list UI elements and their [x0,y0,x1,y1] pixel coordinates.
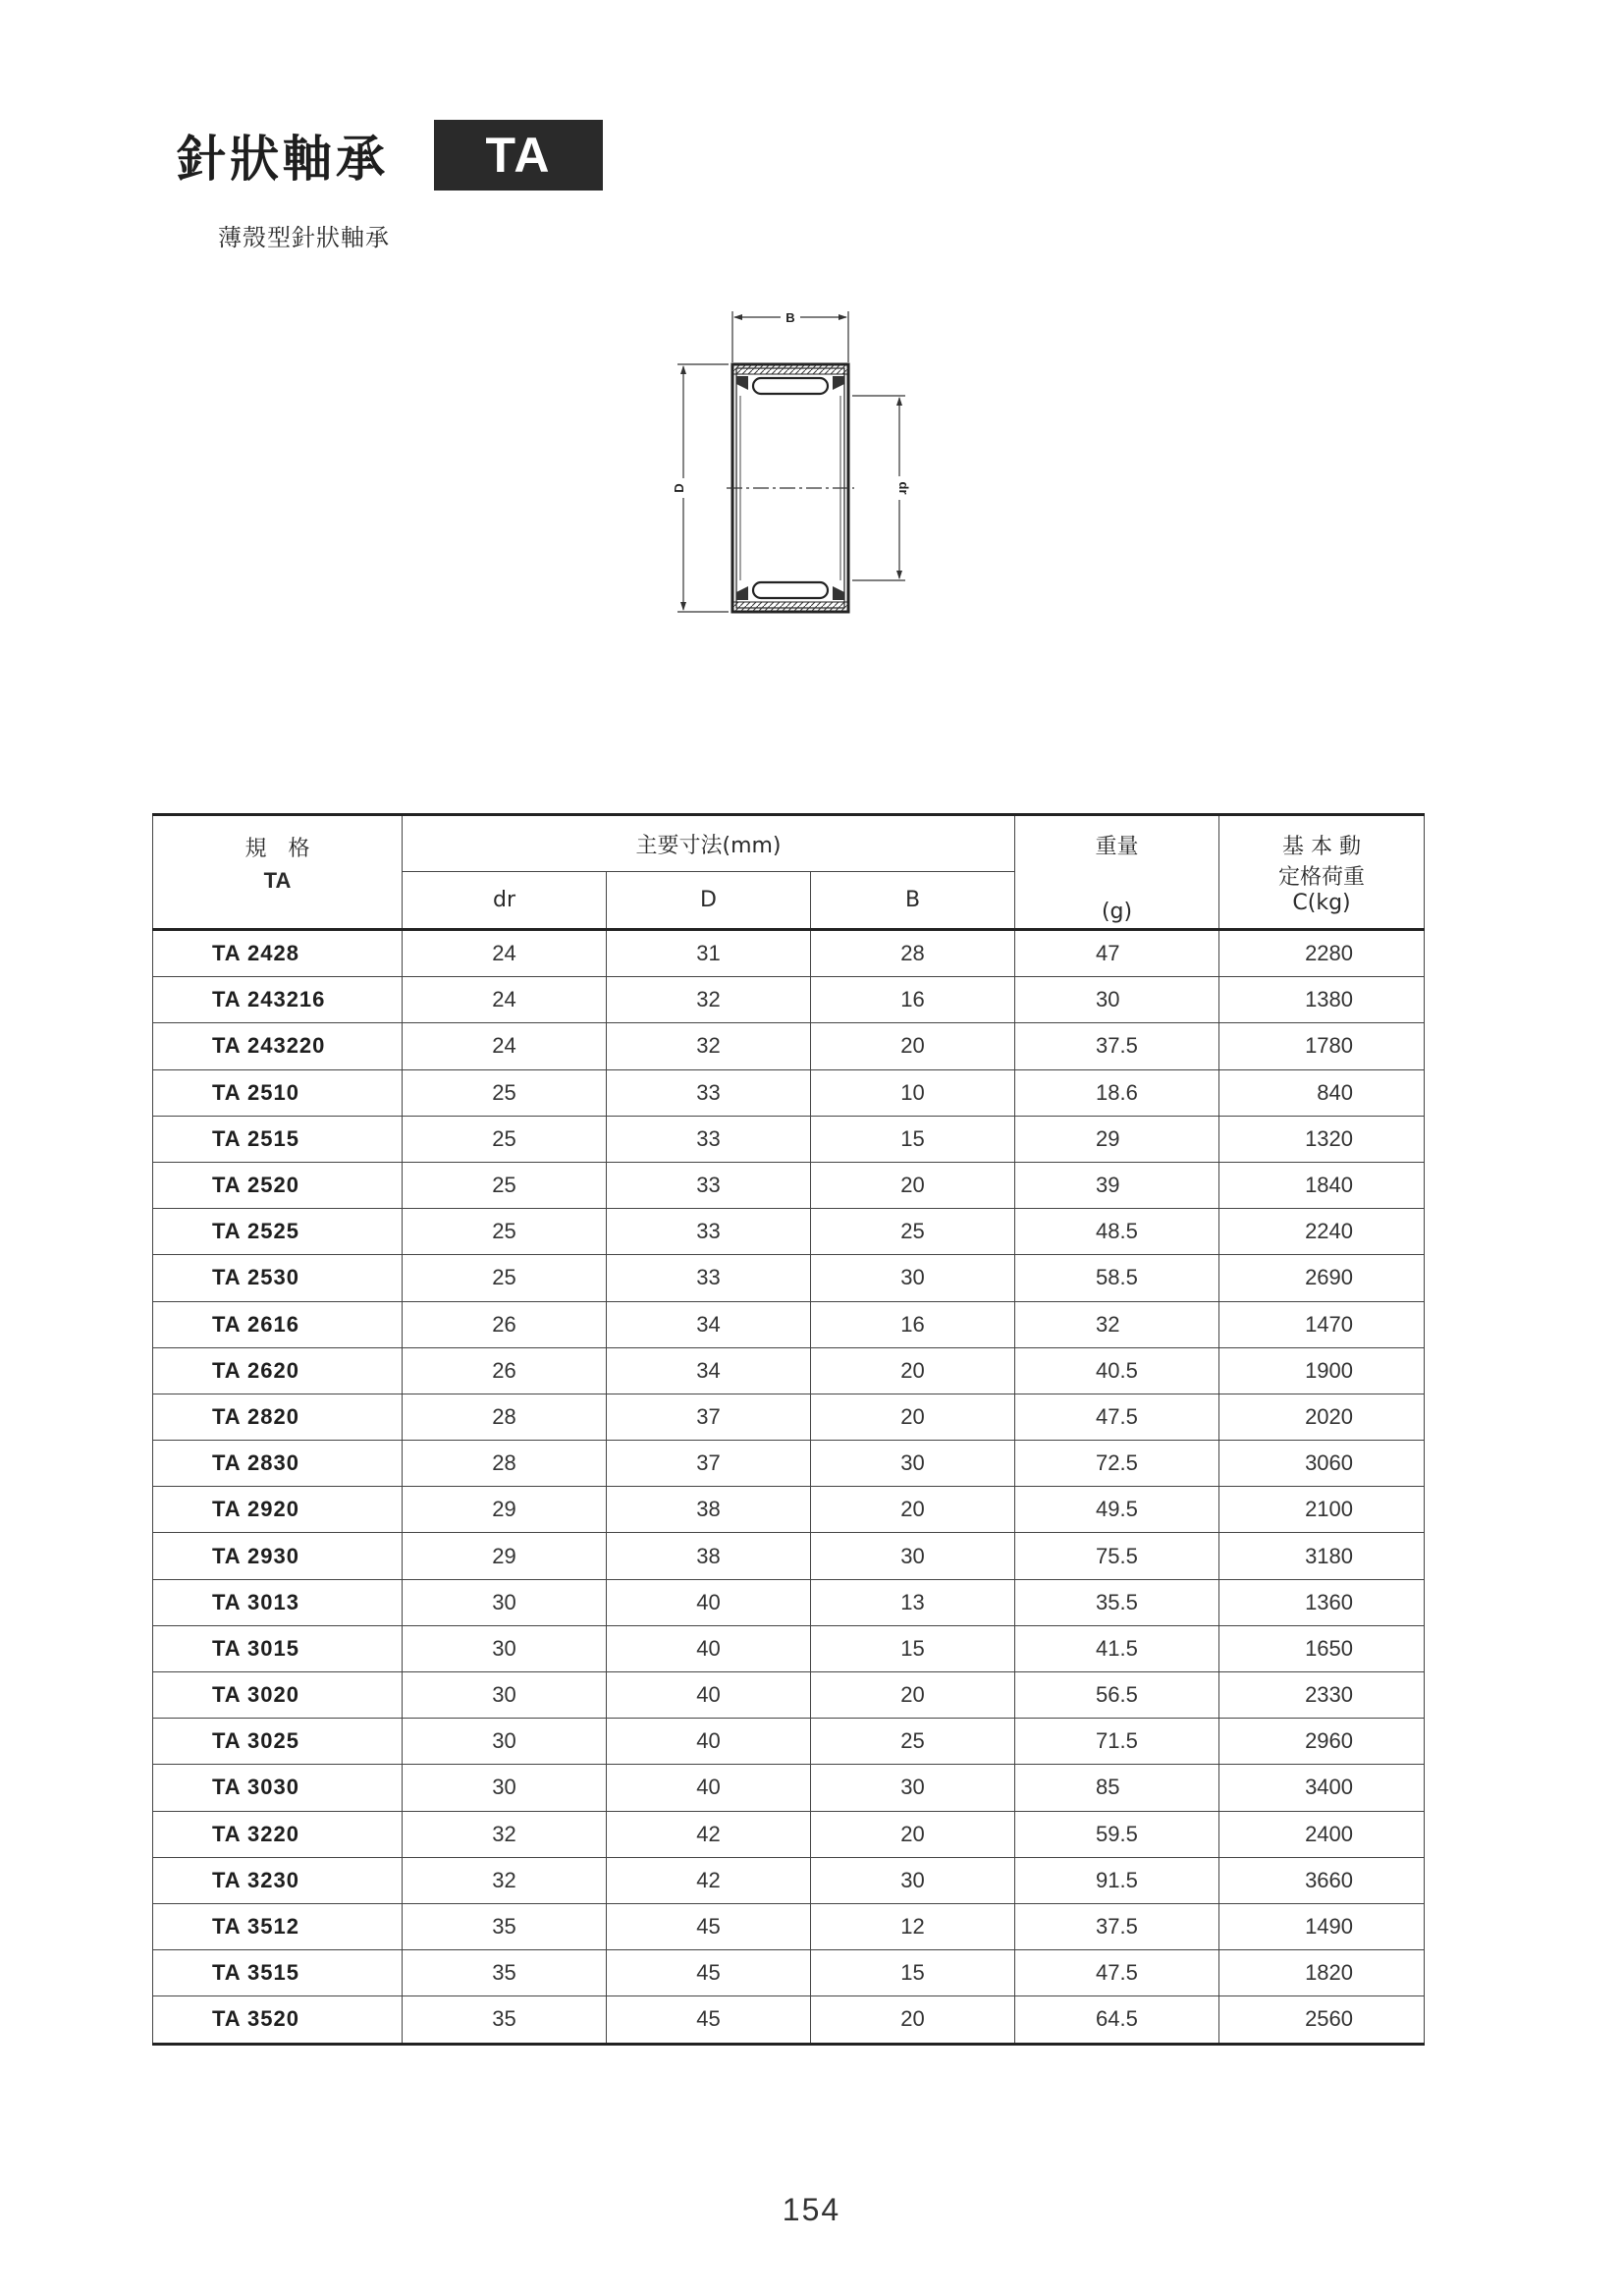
cell-dr: 30 [403,1719,607,1765]
cell-b: 20 [811,1811,1015,1857]
col-header-load-line2: 定格荷重 [1278,865,1366,890]
cell-model: TA 2830 [153,1441,403,1487]
cell-b: 10 [811,1069,1015,1116]
cell-dr: 29 [403,1487,607,1533]
cell-d: 40 [607,1579,811,1625]
cell-d: 34 [607,1301,811,1347]
cell-load: 2240 [1219,1209,1425,1255]
cell-model: TA 3030 [153,1765,403,1811]
cell-model: TA 2820 [153,1394,403,1440]
cell-model: TA 243220 [153,1023,403,1069]
cell-weight: 41.5 [1015,1625,1219,1671]
dimension-label-dr: dr [896,481,911,495]
cell-load: 1840 [1219,1162,1425,1208]
cell-model: TA 3515 [153,1950,403,1996]
cell-b: 30 [811,1533,1015,1579]
table-row [153,1069,1425,1116]
cell-load: 1900 [1219,1347,1425,1394]
table-row [153,1719,1425,1765]
cell-model: TA 2510 [153,1069,403,1116]
cell-d: 32 [607,977,811,1023]
cell-dr: 30 [403,1765,607,1811]
cell-weight: 35.5 [1015,1579,1219,1625]
cell-b: 20 [811,1023,1015,1069]
cell-model: TA 2930 [153,1533,403,1579]
cell-model: TA 2515 [153,1116,403,1162]
cell-load: 3180 [1219,1533,1425,1579]
cell-b: 20 [811,1996,1015,2044]
col-header-b: B [811,872,1015,930]
series-badge: TA [434,120,603,191]
cell-d: 40 [607,1672,811,1719]
cell-weight: 64.5 [1015,1996,1219,2044]
cell-d: 40 [607,1719,811,1765]
cell-b: 15 [811,1116,1015,1162]
col-header-load-line1: 基 本 動 [1282,835,1362,859]
cell-b: 20 [811,1394,1015,1440]
cell-weight: 56.5 [1015,1672,1219,1719]
cell-weight: 40.5 [1015,1347,1219,1394]
cell-d: 40 [607,1625,811,1671]
col-header-main-dimensions: 主要寸法(mm) [403,815,1015,872]
cell-load: 840 [1219,1069,1425,1116]
cell-weight: 47.5 [1015,1950,1219,1996]
cell-weight: 59.5 [1015,1811,1219,1857]
cell-load: 2100 [1219,1487,1425,1533]
cell-model: TA 3520 [153,1996,403,2044]
cell-load: 1650 [1219,1625,1425,1671]
cell-load: 2560 [1219,1996,1425,2044]
cell-model: TA 243216 [153,977,403,1023]
col-header-weight [1015,815,1219,930]
cell-weight: 91.5 [1015,1857,1219,1903]
cell-b: 28 [811,930,1015,977]
dimension-label-d: D [672,483,686,493]
cell-weight: 72.5 [1015,1441,1219,1487]
table-row [153,1857,1425,1903]
cell-load: 1470 [1219,1301,1425,1347]
cell-model: TA 3230 [153,1857,403,1903]
col-header-weight-unit: (g) [1101,900,1133,924]
table-row [153,1487,1425,1533]
cell-weight: 30 [1015,977,1219,1023]
cell-d: 33 [607,1162,811,1208]
cell-b: 13 [811,1579,1015,1625]
cell-load: 2280 [1219,930,1425,977]
cell-d: 45 [607,1950,811,1996]
cell-load: 1380 [1219,977,1425,1023]
cell-weight: 48.5 [1015,1209,1219,1255]
cell-dr: 28 [403,1394,607,1440]
cell-b: 20 [811,1162,1015,1208]
cell-dr: 24 [403,930,607,977]
table-row [153,1625,1425,1671]
table-row [153,1672,1425,1719]
cell-dr: 30 [403,1579,607,1625]
cell-dr: 25 [403,1209,607,1255]
table-row [153,1301,1425,1347]
cell-load: 3060 [1219,1441,1425,1487]
cell-load: 3660 [1219,1857,1425,1903]
col-header-model-label: 規 格 [244,837,310,861]
cell-b: 30 [811,1441,1015,1487]
col-header-model [153,815,403,930]
cell-load: 2690 [1219,1255,1425,1301]
cell-d: 40 [607,1765,811,1811]
cell-dr: 30 [403,1672,607,1719]
page-header [177,120,603,191]
cell-load: 2330 [1219,1672,1425,1719]
cell-b: 12 [811,1903,1015,1949]
cell-model: TA 2616 [153,1301,403,1347]
table-row [153,1394,1425,1440]
cell-weight: 75.5 [1015,1533,1219,1579]
cell-dr: 25 [403,1116,607,1162]
cell-dr: 35 [403,1903,607,1949]
cell-model: TA 3013 [153,1579,403,1625]
cell-load: 1780 [1219,1023,1425,1069]
cell-model: TA 3025 [153,1719,403,1765]
table-row [153,1579,1425,1625]
cell-model: TA 2530 [153,1255,403,1301]
cell-d: 45 [607,1903,811,1949]
cell-weight: 71.5 [1015,1719,1219,1765]
cell-dr: 25 [403,1255,607,1301]
col-header-dr: dr [403,872,607,930]
cell-weight: 37.5 [1015,1903,1219,1949]
col-header-load-line3: C(kg) [1292,891,1351,915]
cell-load: 2020 [1219,1394,1425,1440]
cell-weight: 47.5 [1015,1394,1219,1440]
cell-dr: 24 [403,977,607,1023]
table-row [153,1116,1425,1162]
table-row [153,930,1425,977]
table-row [153,977,1425,1023]
cell-d: 33 [607,1069,811,1116]
page-number: 154 [782,2192,841,2227]
cell-d: 38 [607,1533,811,1579]
col-header-d: D [607,872,811,930]
cell-weight: 47 [1015,930,1219,977]
cell-load: 1360 [1219,1579,1425,1625]
table-row [153,1209,1425,1255]
cell-model: TA 3020 [153,1672,403,1719]
cell-model: TA 3220 [153,1811,403,1857]
cell-load: 1490 [1219,1903,1425,1949]
cell-model: TA 2620 [153,1347,403,1394]
cell-dr: 29 [403,1533,607,1579]
cell-d: 31 [607,930,811,977]
cell-dr: 32 [403,1857,607,1903]
cell-d: 33 [607,1209,811,1255]
cell-dr: 25 [403,1069,607,1116]
cell-model: TA 2428 [153,930,403,977]
cell-dr: 28 [403,1441,607,1487]
cell-load: 3400 [1219,1765,1425,1811]
table-row [153,1162,1425,1208]
cell-dr: 35 [403,1996,607,2044]
cell-weight: 58.5 [1015,1255,1219,1301]
cell-load: 2400 [1219,1811,1425,1857]
page-title: 針狀軸承 [177,131,389,188]
table-row [153,1996,1425,2044]
table-row [153,1347,1425,1394]
cell-d: 37 [607,1441,811,1487]
cell-model: TA 2920 [153,1487,403,1533]
cell-d: 42 [607,1811,811,1857]
cell-b: 30 [811,1255,1015,1301]
cell-weight: 18.6 [1015,1069,1219,1116]
table-row [153,1023,1425,1069]
cell-dr: 26 [403,1347,607,1394]
cell-dr: 26 [403,1301,607,1347]
cell-d: 42 [607,1857,811,1903]
cell-weight: 29 [1015,1116,1219,1162]
cell-model: TA 2520 [153,1162,403,1208]
cell-d: 32 [607,1023,811,1069]
cell-b: 25 [811,1209,1015,1255]
dimension-label-b: B [785,310,795,325]
cell-b: 30 [811,1857,1015,1903]
cell-dr: 35 [403,1950,607,1996]
cell-model: TA 3512 [153,1903,403,1949]
cell-dr: 32 [403,1811,607,1857]
cell-load: 1320 [1219,1116,1425,1162]
table-row [153,1441,1425,1487]
cell-load: 1820 [1219,1950,1425,1996]
table-row [153,1255,1425,1301]
cell-weight: 49.5 [1015,1487,1219,1533]
cell-load: 2960 [1219,1719,1425,1765]
cell-d: 34 [607,1347,811,1394]
cell-dr: 30 [403,1625,607,1671]
cell-d: 33 [607,1255,811,1301]
cell-weight: 32 [1015,1301,1219,1347]
table-row [153,1533,1425,1579]
table-row [153,1903,1425,1949]
cell-d: 38 [607,1487,811,1533]
cell-dr: 25 [403,1162,607,1208]
cell-model: TA 2525 [153,1209,403,1255]
cell-d: 45 [607,1996,811,2044]
table-row [153,1811,1425,1857]
cell-d: 33 [607,1116,811,1162]
table-row [153,1950,1425,1996]
cell-b: 15 [811,1625,1015,1671]
specification-table [152,813,1425,2046]
cell-d: 37 [607,1394,811,1440]
cell-model: TA 3015 [153,1625,403,1671]
cell-weight: 39 [1015,1162,1219,1208]
cell-b: 20 [811,1672,1015,1719]
cell-b: 16 [811,977,1015,1023]
cell-b: 15 [811,1950,1015,1996]
cell-weight: 37.5 [1015,1023,1219,1069]
cell-b: 16 [811,1301,1015,1347]
cell-b: 30 [811,1765,1015,1811]
cell-b: 25 [811,1719,1015,1765]
table-row [153,1765,1425,1811]
col-header-load [1219,815,1425,930]
cell-b: 20 [811,1347,1015,1394]
cell-b: 20 [811,1487,1015,1533]
cell-dr: 24 [403,1023,607,1069]
page-subtitle: 薄殼型針狀軸承 [218,224,390,251]
col-header-weight-label: 重量 [1095,835,1139,859]
bearing-cross-section-diagram [658,300,952,633]
cell-weight: 85 [1015,1765,1219,1811]
col-header-model-series: TA [263,868,292,893]
